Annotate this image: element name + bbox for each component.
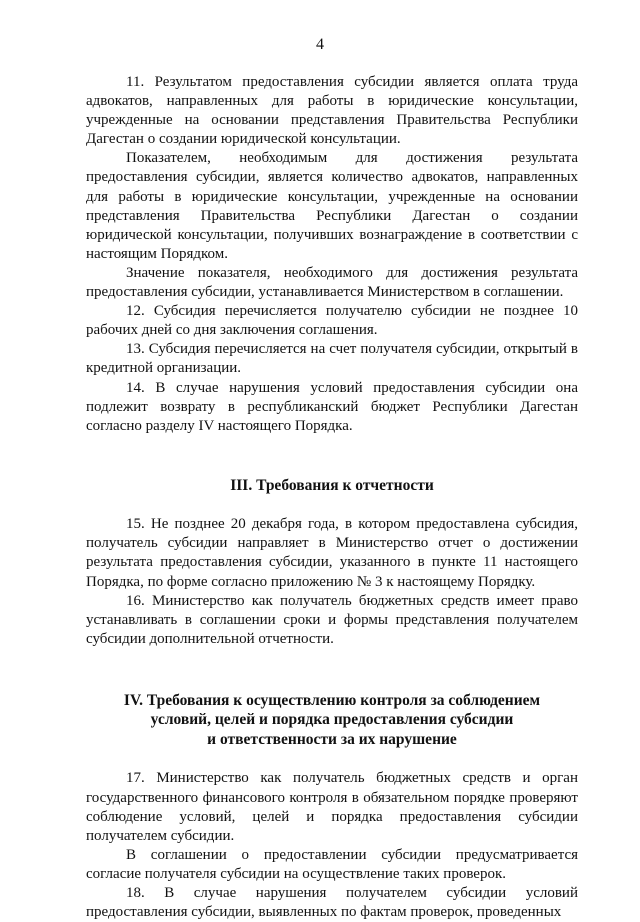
section-4-heading-line: условий, целей и порядка предоставления субсидии (150, 711, 514, 729)
section-4-heading-line: IV. Требования к осуществлению контроля за соблюдением (123, 691, 541, 709)
section-3-heading: III. Требования к отчетности (230, 476, 434, 494)
section-4-heading (86, 691, 578, 750)
paragraph-11: 11. Результатом предоставления субсидии является оплата труда адвокатов, направленных для работы в юридические консультации, учрежденные на основании представления Правительства Республики Дагестан о создании юридической консультации. (86, 74, 578, 148)
paragraph-18: 18. В случае нарушения получателем субсидии условий предоставления субсидии, выявленных по фактам проверок, проведенных (86, 885, 578, 921)
paragraph-indicator-value: Значение показателя, необходимого для достижения результата предоставления субсидии, устанавливается Министерством в соглашении. (86, 264, 578, 301)
page-number: 4 (316, 36, 324, 53)
section-spacer (86, 649, 578, 691)
paragraph-17: 17. Министерство как получатель бюджетных средств и орган государственного финансового контроля в обязательном порядке проверяют соблюдение условий, целей и порядка предоставления субсидии получателем субсидии. (86, 770, 578, 844)
section-spacer (86, 436, 578, 476)
paragraph-consent: В соглашении о предоставлении субсидии предусматривается согласие получателя субсидии на осуществление таких проверок. (86, 846, 578, 882)
paragraph-indicator: Показателем, необходимым для достижения результата предоставления субсидии, является количество адвокатов, направленных для работы в юридические консультации, учрежденные на основании представления Правительства Республики Дагестан о создании юридической консультации, получивших вознаграждение в соответствии с настоящим Порядком. (86, 150, 578, 262)
paragraph-16: 16. Министерство как получатель бюджетных средств имеет право устанавливать в соглашении сроки и формы представления получателем субсидии дополнительной отчетности. (86, 592, 578, 647)
section-4-heading-line: и ответственности за их нарушение (207, 730, 457, 748)
section-spacer (86, 749, 578, 769)
paragraph-12: 12. Субсидия перечисляется получателю субсидии не позднее 10 рабочих дней со дня заключения соглашения. (86, 303, 578, 339)
paragraph-13: 13. Субсидия перечисляется на счет получателя субсидии, открытый в кредитной организации. (86, 341, 578, 377)
document-body (86, 73, 578, 922)
paragraph-15: 15. Не позднее 20 декабря года, в котором предоставлена субсидия, получатель субсидии направляет в Министерство отчет о достижении результата предоставления субсидии, указанного в пункте 11 настоящего Порядка, по форме согласно приложению № 3 к настоящему Порядку. (86, 516, 578, 590)
section-spacer (86, 495, 578, 515)
paragraph-14: 14. В случае нарушения условий предоставления субсидии она подлежит возврату в республиканский бюджет Республики Дагестан согласно разделу IV настоящего Порядка. (86, 379, 578, 434)
